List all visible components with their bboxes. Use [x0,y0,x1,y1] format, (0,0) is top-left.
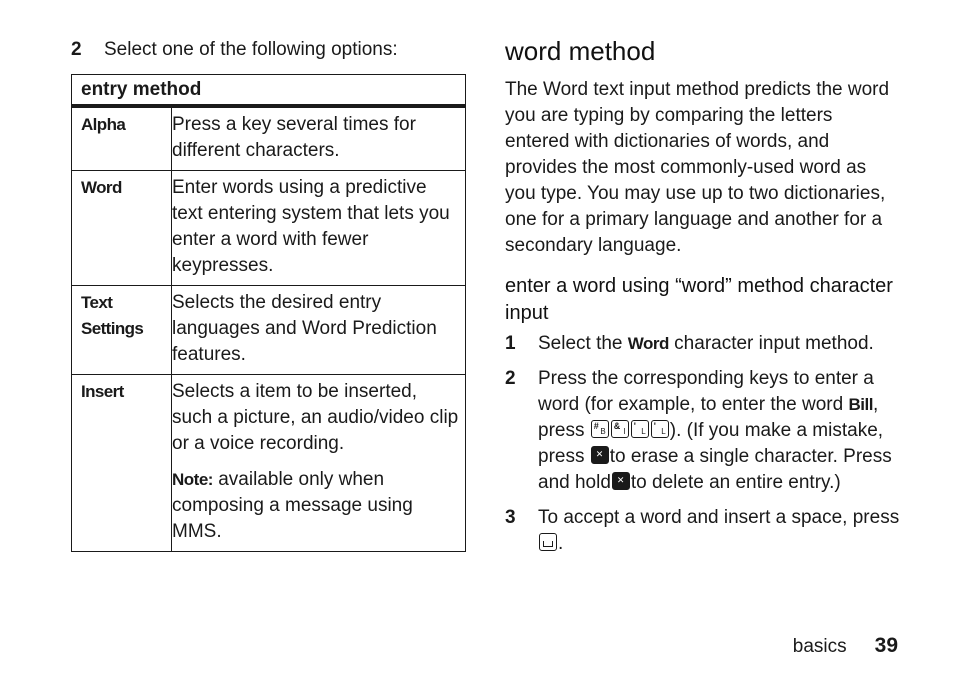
row-term: Alpha [72,106,172,171]
row-desc: Enter words using a predictive text entering system that lets you enter a word with fewer keypresses. [172,171,466,286]
step-number: 3 [505,507,516,528]
step-text [538,331,900,357]
row-term: Insert [72,375,172,552]
delete-key-icon [591,446,609,464]
text-run: . [558,533,564,554]
text-run: , press [538,394,879,441]
right-column [505,34,900,566]
page-footer [793,634,898,658]
key-7-icon [591,420,609,438]
key-symbol: & [613,421,621,431]
step-number: 1 [505,333,516,354]
table-row [72,106,466,171]
section-label: basics [792,636,847,657]
keyword: Word [627,334,669,353]
key-letter: I [623,427,626,436]
row-desc-text: Selects a item to be inserted, such a picture, an audio/video clip or a voice recording. [172,381,459,454]
step-number: 2 [71,39,82,60]
key-letter: L [661,427,666,436]
note-label: Note: [172,470,213,489]
steps-list [505,331,900,557]
keyword: Bill [848,395,873,414]
step-text [538,366,900,496]
row-desc: Press a key several times for different characters. [172,106,466,171]
key-symbol: ' [653,421,656,431]
note [172,467,459,545]
row-desc: Selects the desired entry languages and Word Prediction features. [172,286,466,375]
table-header: entry method [72,75,466,107]
space-key-icon [539,533,557,551]
step-2-heading [71,38,466,62]
table-row [72,171,466,286]
subsection-title: enter a word using “word” method character input [505,275,893,324]
key-symbol: ' [633,421,636,431]
key-symbol: # [593,421,599,431]
note-text: available only when composing a message using MMS. [172,469,413,542]
section-title: word method [505,36,656,66]
step-text [538,505,900,557]
intro-paragraph: The Word text input method predicts the word you are typing by comparing the letters entered with dictionaries of words, and provides the most commonly-used word as you type. You may use up to two dictionaries, one for a primary language and another for a secondary language. [505,79,890,256]
list-item [505,331,900,357]
key-letter: L [641,427,646,436]
entry-method-table [71,74,466,552]
step-text: Select one of the following options: [104,39,398,60]
text-run: to erase a single character. Press and hold [538,446,892,493]
table-row [72,286,466,375]
text-run: Select the [538,333,628,354]
row-term: Text Settings [72,286,172,375]
list-item [505,505,900,557]
text-run: To accept a word and insert a space, press [538,507,900,528]
key-5-icon [631,420,649,438]
left-column [71,38,466,552]
step-number: 2 [505,368,516,389]
delete-key-icon [612,472,630,490]
list-item [505,366,900,496]
key-letter: B [600,427,606,436]
row-desc [172,375,466,552]
row-term: Word [72,171,172,286]
text-run: Press the corresponding keys to enter a word (for example, to enter the word [538,368,874,415]
key-4-icon [611,420,629,438]
text-run: character input method. [668,333,874,354]
key-5-icon [651,420,669,438]
page-number: 39 [874,634,898,657]
text-run: ). (If you make a mistake, press [538,420,884,467]
text-run: to delete an entire entry.) [630,472,841,493]
table-row [72,375,466,552]
